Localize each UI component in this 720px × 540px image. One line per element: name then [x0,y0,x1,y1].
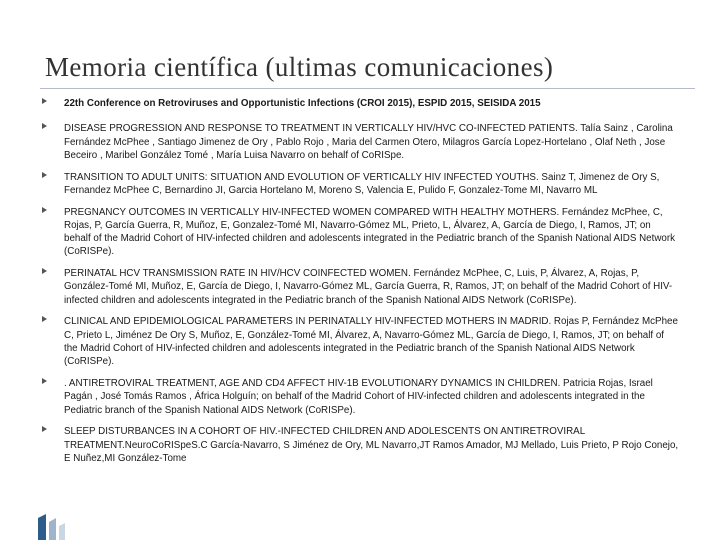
slide-title: Memoria científica (ultimas comunicaciones) [45,52,554,82]
bullet-item [40,267,680,307]
bullet-text: SLEEP DISTURBANCES IN A COHORT OF HIV.-INFECTED CHILDREN AND ADOLESCENTS ON ANTIRETROVIRAL TREATMENT.NeuroCoRISpeS.C García-Navarro, S Jiménez de Ory, ML Navarro,JT Ramos Amador, MJ Mellado, Luis Prieto, P Rojo Conejo, E Nuñez,MI González-Tome [64,426,679,464]
bullet-text: 22th Conference on Retroviruses and Opportunistic Infections (CROI 2015), ESPID 2015, SEISIDA 2015 [64,98,541,109]
bullet-item [40,315,680,368]
title-divider [40,88,695,89]
triangle-right-icon [42,426,47,432]
triangle-right-icon [42,98,47,104]
bullet-text: DISEASE PROGRESSION AND RESPONSE TO TREATMENT IN VERTICALLY HIV/HVC CO-INFECTED PATIENTS. Talía Sainz , Carolina Fernández McPhee , Santiago Jimenez de Ory , Pablo Rojo , Maria del Carmen Otero, Milagros García Lopez-Hortelano , Olaf Neth , Jose Beceiro , Maribel González Tomé , María Luisa Navarro on behalf of CoRISpe. [64,123,673,161]
bullet-text: PREGNANCY OUTCOMES IN VERTICALLY HIV-INFECTED WOMEN COMPARED WITH HEALTHY MOTHERS. Fernández McPhee, C, Rojas, P, García Guerra, R, Muñoz, E, Gonzalez-Tomé MI, Navarro-Gómez ML, Prieto, L, Álvarez, A, García de Diego, I, Ramos, JT; on behalf of the Madrid Cohort of HIV-infected children and adolescents integrated in the Pediatric branch of the Spanish National AIDS Network (CoRISPe). [64,206,676,258]
bullet-text: PERINATAL HCV TRANSMISSION RATE IN HIV/HCV COINFECTED WOMEN. Fernández McPhee, C, Luis, P, Álvarez, A, Rojas, P, González-Tomé MI, Muñoz, E, García de Diego, I, Navarro-Gómez ML, García Guerra, R, Ramos, JT; on behalf of the Madrid Cohort of HIV-infected children and adolescents integrated in the Pediatric branch of the Spanish National AIDS Network (CoRISPe). [64,268,673,306]
bullet-item [40,377,680,417]
corner-stripes-icon [36,512,66,540]
bullet-text: . ANTIRETROVIRAL TREATMENT, AGE AND CD4 AFFECT HIV-1B EVOLUTIONARY DYNAMICS IN CHILDREN. Patricia Rojas, Israel Pagán , José Tomás Ramos , África Holguín; on behalf of the Madrid Cohort of HIV-infected children and adolescents integrated in the Pediatric branch of the Spanish National AIDS Network (CoRISPe). [64,378,653,416]
bullet-text: TRANSITION TO ADULT UNITS: SITUATION AND EVOLUTION OF VERTICALLY HIV INFECTED YOUTHS. Sainz T, Jimenez de Ory S, Fernandez McPhee C, Bernardino JI, Garcia Hortelano M, Moreno S, Valencia E, Pulido F, Gonzalez-Tome MI, Navarro ML [64,171,660,196]
bullet-item [40,425,680,465]
triangle-right-icon [42,172,47,178]
bullet-item [40,122,680,162]
triangle-right-icon [42,207,47,213]
triangle-right-icon [42,268,47,274]
bullet-text: CLINICAL AND EPIDEMIOLOGICAL PARAMETERS IN PERINATALLY HIV-INFECTED MOTHERS IN MADRID. Rojas P, Fernández McPhee C, Prieto L, Jiménez De Ory S, Muñoz, E, González-Tomé MI, Álvarez, A, Navarro-Gómez ML, García de Diego, I, Ramos, JT; on behalf of the Madrid Cohort of HIV-infected children and adolescents integrated in the Pediatric branch of the Spanish National AIDS Network (CoRISPe). [64,316,678,368]
bullet-list [40,97,680,474]
bullet-item [40,171,680,198]
triangle-right-icon [42,123,47,129]
triangle-right-icon [42,316,47,322]
bullet-item [40,206,680,259]
triangle-right-icon [42,378,47,384]
bullet-item [40,97,680,110]
